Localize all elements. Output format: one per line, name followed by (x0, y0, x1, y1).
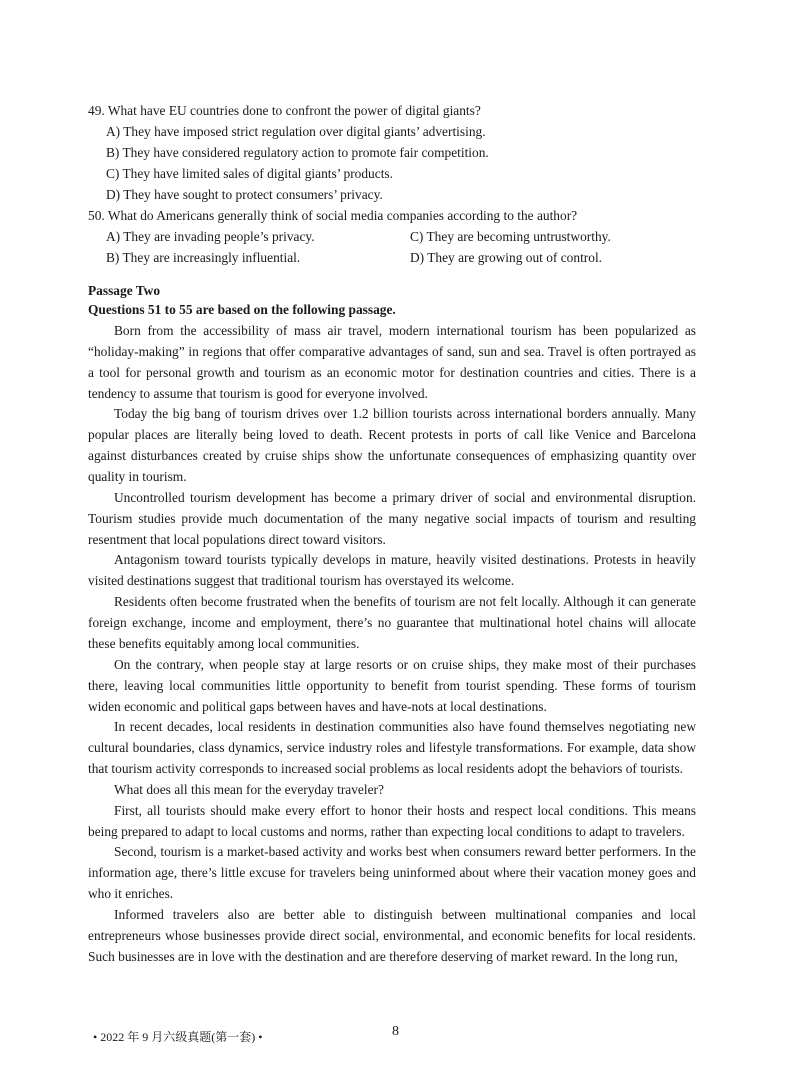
question-49-option-a: A) They have imposed strict regulation over digital giants’ advertising. (106, 124, 486, 139)
passage-paragraph-5: Residents often become frustrated when the benefits of tourism are not felt locally. Although it can generate foreign exchange, income and employment, there’s no guarantee that multinational hotel chains will allocate these benefits equitably among local communities. (88, 594, 696, 651)
passage-paragraph-6: On the contrary, when people stay at large resorts or on cruise ships, they make most of their purchases there, leaving local communities little opportunity to benefit from tourist spending. These forms of tourism widen economic and political gaps between haves and have-nots at local destinations. (88, 657, 696, 714)
question-50-option-a: A) They are invading people’s privacy. (106, 229, 315, 244)
passage-paragraph-4: Antagonism toward tourists typically develops in mature, heavily visited destinations. Protests in heavily visited destinations suggest that traditional tourism has overstayed its welcome. (88, 552, 696, 588)
page-number: 8 (392, 1024, 399, 1039)
passage-paragraph-1: Born from the accessibility of mass air travel, modern international tourism has been popularized as “holiday-making” in regions that offer comparative advantages of sand, sun and sea. Travel is often portrayed as a tool for personal growth and tourism as an economic motor for destination countries and cities. There is a tendency to assume that tourism is good for everyone involved. (88, 323, 696, 401)
question-49-option-d: D) They have sought to protect consumers’ privacy. (106, 187, 383, 202)
question-49-option-c: C) They have limited sales of digital giants’ products. (106, 166, 393, 181)
passage-paragraph-7: In recent decades, local residents in destination communities also have found themselves negotiating new cultural boundaries, class dynamics, service industry roles and lifestyle transformations. For example, data show that tourism activity corresponds to increased social problems as local residents adopt the behaviors of tourists. (88, 719, 696, 776)
passage-paragraph-8: What does all this mean for the everyday traveler? (114, 782, 384, 797)
footer-exam-label: • 2022 年 9 月六级真题(第一套) • (93, 1030, 263, 1044)
passage-title: Passage Two (88, 283, 161, 298)
passage-paragraph-10: Second, tourism is a market-based activity and works best when consumers reward better performers. In the information age, there’s little excuse for travelers being uninformed about where their vacation money goes and who it enriches. (88, 844, 696, 901)
question-50-option-d: D) They are growing out of control. (410, 250, 603, 265)
passage-paragraph-2: Today the big bang of tourism drives over 1.2 billion tourists across international borders annually. Many popular places are literally being loved to death. Recent protests in ports of call like Venice and Barcelona against disturbances created by cruise ships show the unfortunate consequences of emphasizing quantity over quality in tourism. (88, 406, 696, 484)
passage-paragraph-3: Uncontrolled tourism development has become a primary driver of social and environmental disruption. Tourism studies provide much documentation of the many negative social impacts of tourism and resulting resentment that local populations direct toward visitors. (88, 490, 696, 547)
question-50-option-b: B) They are increasingly influential. (106, 250, 301, 265)
question-50-option-c: C) They are becoming untrustworthy. (410, 229, 611, 244)
passage-instruction: Questions 51 to 55 are based on the following passage. (88, 302, 396, 317)
question-49-stem: 49. What have EU countries done to confront the power of digital giants? (88, 103, 481, 118)
passage-paragraph-9: First, all tourists should make every effort to honor their hosts and respect local conditions. This means being prepared to adapt to local customs and norms, rather than expecting local conditions to adapt to travelers. (88, 803, 696, 839)
question-49-option-b: B) They have considered regulatory action to promote fair competition. (106, 145, 489, 160)
question-50-stem: 50. What do Americans generally think of social media companies according to the author? (88, 208, 578, 223)
passage-paragraph-11: Informed travelers also are better able to distinguish between multinational companies and local entrepreneurs whose businesses provide direct social, environmental, and economic benefits for local residents. Such businesses are in love with the destination and are therefore deserving of market reward. In the long run, (88, 907, 696, 964)
